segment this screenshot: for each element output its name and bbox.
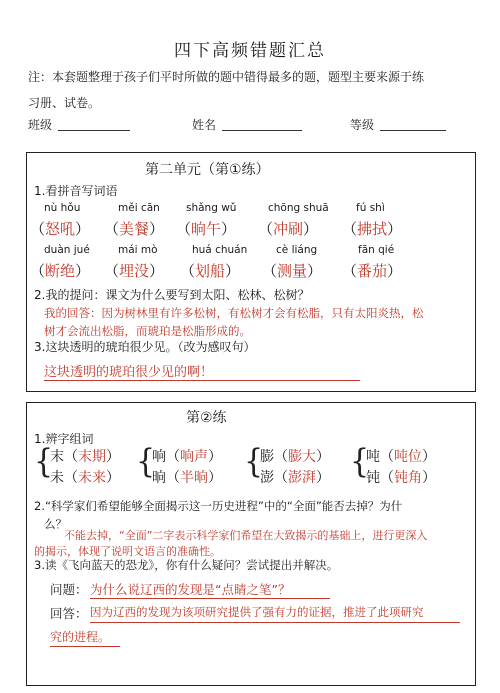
- class-label: 班级: [28, 118, 53, 132]
- char-word-pair: 响（响声）: [152, 449, 222, 465]
- answer-line2: 究的进程。: [50, 630, 111, 644]
- name-field: [222, 130, 302, 131]
- unit-b-q2-answer-line2: 的揭示，体现了说明文语言的准确性。: [34, 545, 221, 558]
- word-answer: （美餐）: [104, 220, 165, 238]
- char-word-pair: 晌（半晌）: [152, 470, 222, 486]
- char-word-pair: 钝（钝角）: [366, 470, 436, 486]
- unit2-heading: 第二单元（第①练）: [145, 162, 270, 178]
- brace-icon: {: [244, 442, 264, 481]
- unit-b-heading: 第②练: [186, 410, 227, 426]
- unit-b-q3: 3.读《飞向蓝天的恐龙》，你有什么疑问？尝试提出并解决。: [34, 558, 339, 572]
- pinyin: shǎng wǔ: [186, 202, 237, 214]
- pinyin: měi cān: [118, 202, 160, 214]
- pinyin: fú shì: [356, 202, 385, 214]
- answer-underline: [90, 598, 330, 599]
- page-title: 四下高频错题汇总: [174, 41, 326, 61]
- unit2-q3: 3.这块透明的琥珀很少见。（改为感叹句）: [34, 340, 256, 354]
- grade-label: 等级: [350, 118, 375, 132]
- answer-underline: [90, 622, 460, 623]
- question-text: 为什么说辽西的发现是“点睛之笔”？: [90, 582, 291, 597]
- unit2-q2-answer-line2: 树才会流出松脂，而琥珀是松脂形成的。: [44, 324, 251, 338]
- name-label: 姓名: [192, 118, 217, 132]
- pinyin: nù hǒu: [44, 202, 81, 214]
- answer-underline: [44, 380, 360, 381]
- char-word-pair: 澎（澎湃）: [260, 470, 330, 486]
- word-answer: （晌午）: [176, 220, 237, 238]
- char-word-pair: 膨（膨大）: [260, 449, 330, 465]
- word-answer: （番茄）: [342, 262, 403, 280]
- word-answer: （怒吼）: [30, 220, 91, 238]
- answer-underline: [50, 646, 120, 647]
- class-field: [58, 130, 130, 131]
- word-answer: （划船）: [180, 262, 241, 280]
- word-answer: （测量）: [262, 262, 323, 280]
- unit2-q3-answer: 这块透明的琥珀很少见的啊！: [44, 365, 214, 380]
- char-word-pair: 未（未来）: [50, 470, 120, 486]
- word-answer: （拂拭）: [342, 220, 403, 238]
- answer-label: 回答：: [50, 606, 88, 621]
- grade-field: [380, 130, 446, 131]
- unit-b-q1-title: 1.辨字组词: [34, 432, 94, 446]
- brace-icon: {: [136, 442, 156, 481]
- word-answer: （冲刷）: [258, 220, 319, 238]
- brace-icon: {: [34, 442, 54, 481]
- pinyin: fān qié: [358, 244, 395, 256]
- word-answer: （埋没）: [104, 262, 165, 280]
- unit-b-q2-line1: 2.“科学家们希望能够全面揭示这一历史进程”中的“全面”能否去掉？为什: [34, 499, 403, 513]
- unit2-q1-title: 1.看拼音写词语: [34, 184, 118, 198]
- pinyin: cè liáng: [276, 244, 318, 256]
- char-word-pair: 末（末期）: [50, 449, 120, 465]
- unit2-q2-answer-line1: 我的回答：因为树林里有许多松树，有松树才会有松脂，只有太阳炎热，松: [44, 306, 424, 320]
- intro-note-line2: 习册、试卷。: [28, 96, 101, 110]
- brace-icon: {: [350, 442, 370, 481]
- question-label: 问题：: [50, 582, 88, 597]
- unit-b-q2-line2: 么？: [44, 517, 67, 531]
- pinyin: chōng shuā: [268, 202, 329, 214]
- intro-note-line1: 注：本套题整理于孩子们平时所做的题中错得最多的题，题型主要来源于练: [28, 70, 425, 84]
- answer-line1: 因为辽西的发现为该项研究提供了强有力的证据，推进了此项研究: [90, 605, 424, 619]
- word-answer: （断绝）: [30, 262, 91, 280]
- pinyin: mái mò: [118, 244, 158, 256]
- char-word-pair: 吨（吨位）: [366, 449, 436, 465]
- pinyin: huá chuán: [192, 244, 248, 256]
- unit-b-q2-answer-line1: 不能去掉，“全面”二字表示科学家们希望在大致揭示的基础上，进行更深入: [64, 529, 428, 542]
- pinyin: duàn jué: [44, 244, 90, 256]
- unit2-q2: 2.我的提问：课文为什么要写到太阳、松林、松树？: [34, 288, 310, 302]
